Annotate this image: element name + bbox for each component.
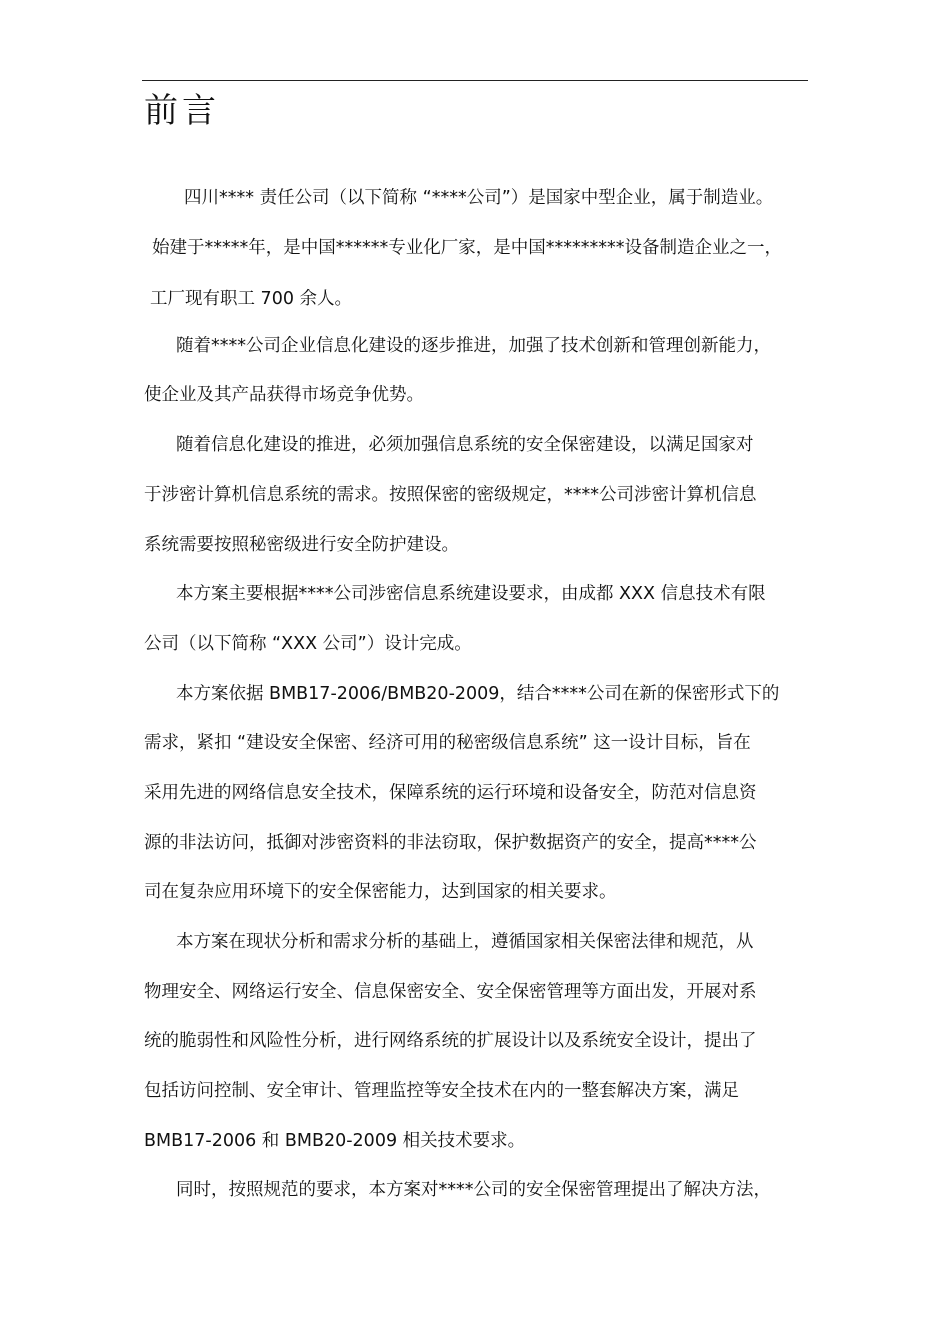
paragraph-line: 源的非法访问，抵御对涉密资料的非法窃取，保护数据资产的安全，提高****公 (144, 833, 757, 853)
paragraph-line: 包括访问控制、安全审计、管理监控等安全技术在内的一整套解决方案，满足 (144, 1081, 739, 1101)
paragraph-line: 始建于*****年，是中国******专业化厂家，是中国*********设备制造企业之一， (152, 238, 782, 258)
paragraph-line: 公司（以下简称 “XXX 公司”）设计完成。 (144, 634, 472, 654)
paragraph-line: 统的脆弱性和风险性分析，进行网络系统的扩展设计以及系统安全设计，提出了 (144, 1031, 757, 1051)
paragraph-line: 系统需要按照秘密级进行安全防护建设。 (144, 535, 459, 555)
paragraph-line: 工厂现有职工 700 余人。 (150, 289, 353, 309)
paragraph-line: 司在复杂应用环境下的安全保密能力，达到国家的相关要求。 (144, 882, 617, 902)
paragraph-line: 四川**** 责任公司（以下简称 “****公司”）是国家中型企业，属于制造业。 (184, 188, 774, 208)
paragraph-line: 本方案依据 BMB17-2006/BMB20-2009，结合****公司在新的保密形式下的 (176, 684, 780, 704)
paragraph-line: 随着信息化建设的推进，必须加强信息系统的安全保密建设，以满足国家对 (176, 435, 754, 455)
paragraph-line: 本方案主要根据****公司涉密信息系统建设要求，由成都 XXX 信息技术有限 (176, 584, 766, 604)
paragraph-line: 本方案在现状分析和需求分析的基础上，遵循国家相关保密法律和规范，从 (176, 932, 754, 952)
header-rule (142, 80, 808, 81)
paragraph-line: 采用先进的网络信息安全技术，保障系统的运行环境和设备安全，防范对信息资 (144, 783, 757, 803)
paragraph-line: 使企业及其产品获得市场竞争优势。 (144, 385, 424, 405)
paragraph-line: BMB17-2006 和 BMB20-2009 相关技术要求。 (144, 1131, 526, 1151)
paragraph-line: 于涉密计算机信息系统的需求。按照保密的密级规定，****公司涉密计算机信息 (144, 485, 757, 505)
page-title: 前言 (144, 91, 220, 131)
paragraph-line: 需求，紧扣 “建设安全保密、经济可用的秘密级信息系统” 这一设计目标，旨在 (144, 733, 751, 753)
paragraph-line: 物理安全、网络运行安全、信息保密安全、安全保密管理等方面出发，开展对系 (144, 982, 757, 1002)
paragraph-line: 同时，按照规范的要求，本方案对****公司的安全保密管理提出了解决方法， (176, 1180, 771, 1200)
paragraph-line: 随着****公司企业信息化建设的逐步推进，加强了技术创新和管理创新能力， (176, 336, 771, 356)
